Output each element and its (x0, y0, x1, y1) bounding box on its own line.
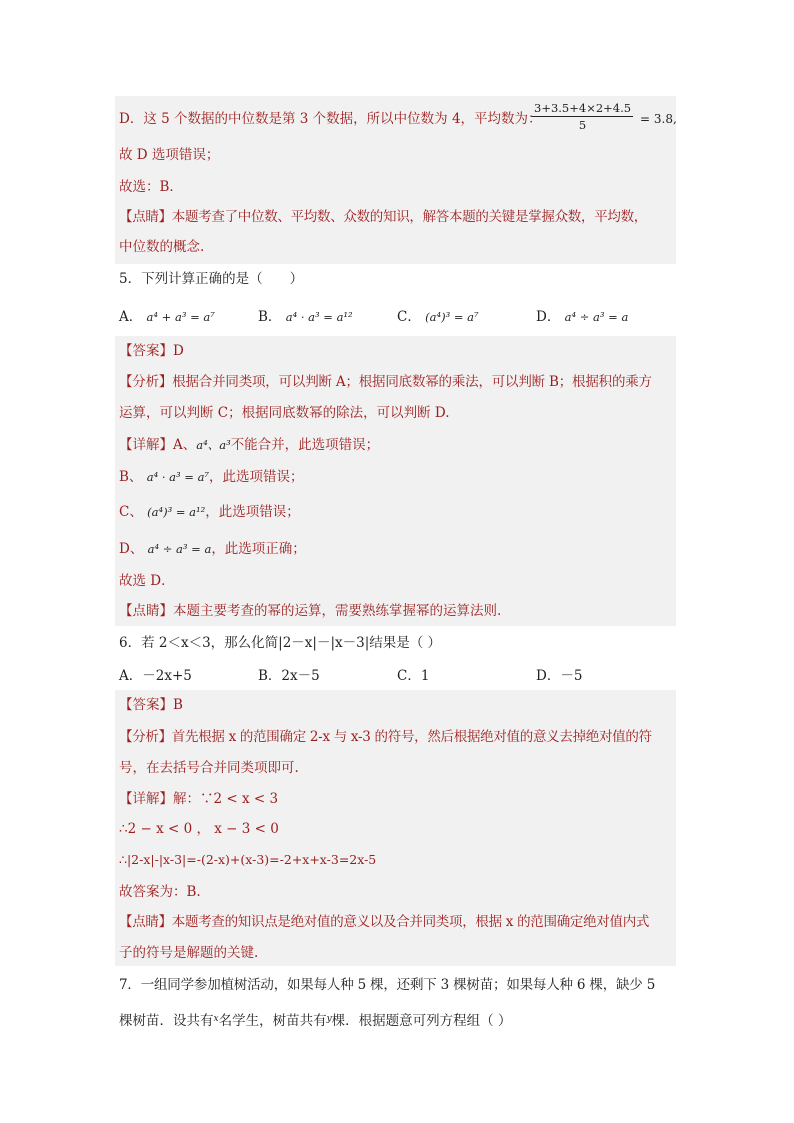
q5-choice: 故选 D． (119, 573, 175, 589)
q6-option-c: C．1 (397, 668, 430, 684)
q6-stem: 6．若 2＜x＜3，那么化简|2－x|－|x－3|结果是（ ） (119, 635, 442, 651)
q7-stem-line1: 7．一组同学参加植树活动，如果每人种 5 棵，还剩下 3 棵树苗；如果每人种 6 棵，缺少 5 (119, 977, 656, 993)
q6-analysis-line2: 号，在去括号合并同类项即可. (119, 760, 299, 776)
q5-answer: 【答案】D (119, 343, 184, 359)
q7-stem-line2: 棵树苗．设共有$^x$名学生，树苗共有$^y$棵．根据题意可列方程组（ ） (119, 1013, 512, 1029)
q6-option-d: D．－5 (536, 668, 583, 684)
q5-option-b: B． a⁴ · a³ = a¹² (258, 309, 353, 325)
q6-comment-line2: 子的符号是解题的关键. (119, 945, 259, 961)
q5-option-a: A． a⁴ + a³ = a⁷ (119, 309, 215, 325)
q5-detail-d: D、 a⁴ ÷ a³ = a，此选项正确； (119, 541, 306, 557)
q4-mean-fraction: $\frac{3+3.5+4\times 2+4.5}{5}$ (534, 101, 632, 132)
q6-choice: 故答案为：B. (119, 884, 201, 900)
q5-detail-c: C、 (a⁴)³ = a¹²，此选项错误； (119, 504, 300, 520)
q5-stem: 5．下列计算正确的是（ ） (119, 271, 304, 287)
q5-detail-a: 【详解】A、a⁴、a³不能合并，此选项错误； (119, 437, 380, 453)
q5-comment: 【点睛】本题主要考查的幂的运算，需要熟练掌握幂的运算法则. (119, 603, 502, 619)
q4-comment-line2: 中位数的概念. (119, 239, 205, 255)
q5-option-c: C． (a⁴)³ = a⁷ (397, 309, 479, 325)
q5-option-d: D． a⁴ ÷ a³ = a (536, 309, 629, 325)
q6-detail-line1: 【详解】解：∵2 < x < 3 (119, 791, 279, 807)
q6-detail-line2: ∴2 − x < 0 ， x − 3 < 0 (119, 821, 279, 837)
q5-analysis-line1: 【分析】根据合并同类项，可以判断 A；根据同底数幂的乘法，可以判断 B；根据积的乘方 (119, 374, 652, 390)
q5-analysis-line2: 运算，可以判断 C；根据同底数幂的除法，可以判断 D. (119, 405, 450, 421)
q6-option-a: A．－2x+5 (119, 668, 192, 684)
q6-answer: 【答案】B (119, 697, 183, 713)
q6-detail-line3: ∴|2-x|-|x-3|=-(2-x)+(x-3)=-2+x+x-3=2x-5 (119, 852, 377, 867)
q4-mean-result: = 3.8, (640, 112, 677, 126)
var-x: x (213, 1014, 219, 1024)
q6-comment-line1: 【点睛】本题考查的知识点是绝对值的意义以及合并同类项，根据 x 的范围确定绝对值内式 (119, 914, 650, 930)
q4-answer-choice: 故选：B． (119, 179, 183, 195)
q6-analysis-line1: 【分析】首先根据 x 的范围确定 2-x 与 x-3 的符号，然后根据绝对值的意义去掉绝对值的符 (119, 729, 652, 745)
q4-option-d-explanation: D．这 5 个数据的中位数是第 3 个数据，所以中位数为 4，平均数为： (119, 111, 542, 127)
q4-option-d-conclusion: 故 D 选项错误； (119, 147, 220, 163)
q4-comment-line1: 【点睛】本题考查了中位数、平均数、众数的知识，解答本题的关键是掌握众数，平均数， (119, 209, 647, 225)
var-y: y (326, 1014, 332, 1024)
q6-option-b: B．2x－5 (258, 668, 320, 684)
q5-detail-b: B、 a⁴ · a³ = a⁷，此选项错误； (119, 469, 304, 485)
